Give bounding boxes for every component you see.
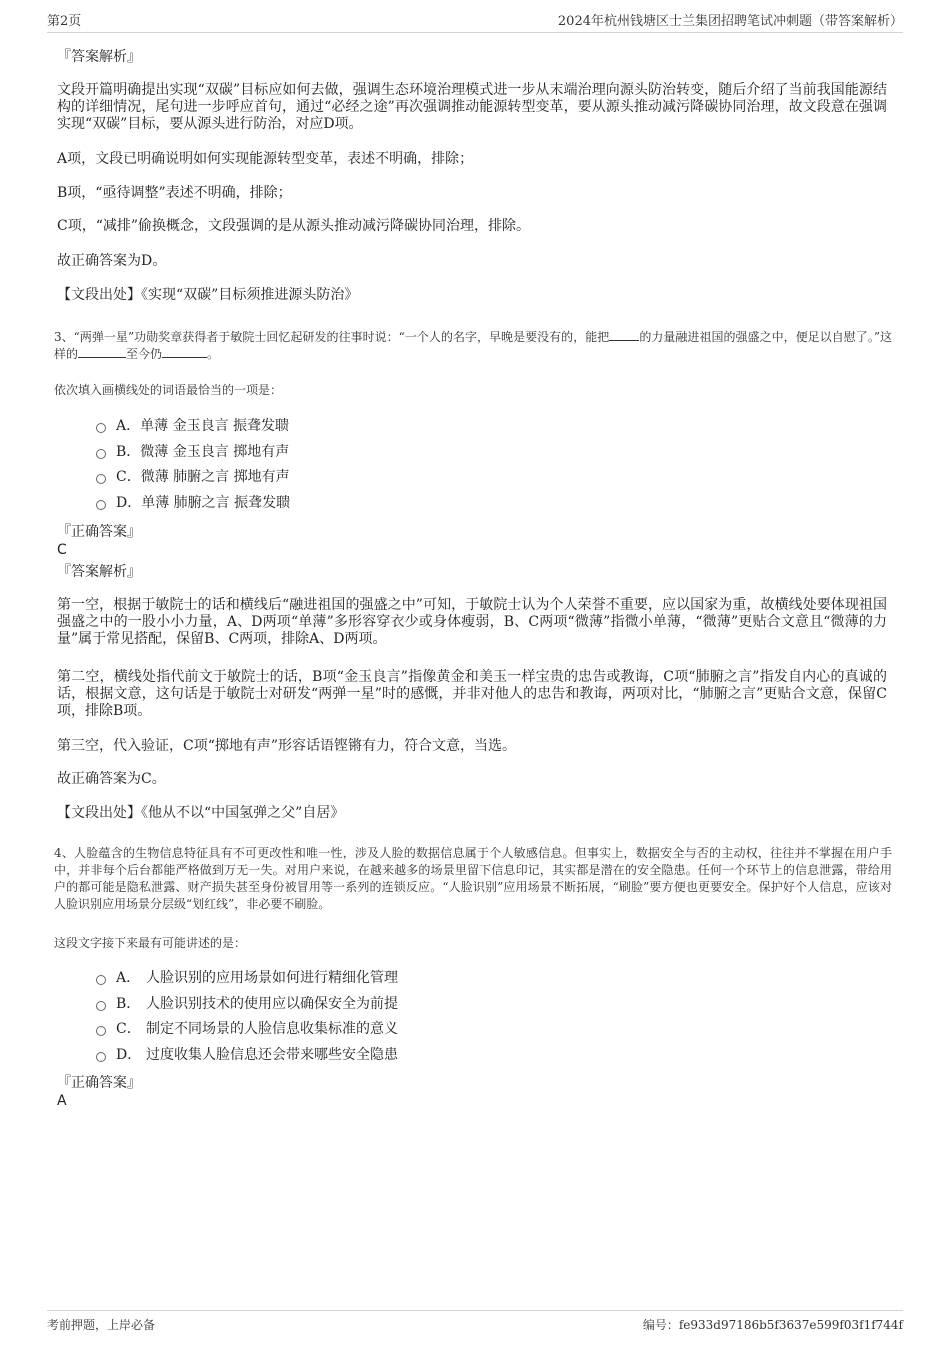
q4-option-b[interactable]: B． 人脸识别技术的使用应以确保安全为前提 [96,995,398,1013]
q4-option-d[interactable]: D． 过度收集人脸信息还会带来哪些安全隐患 [96,1046,398,1064]
q4-option-a[interactable]: A． 人脸识别的应用场景如何进行精细化管理 [96,969,398,987]
q3-analysis-label: 『答案解析』 [57,564,141,580]
radio-circle-icon[interactable] [96,1001,106,1011]
q2-analysis-option-c: C项，“减排”偷换概念，文段强调的是从源头推动减污降碳协同治理，排除。 [57,218,531,234]
blank-1 [609,340,639,341]
radio-circle-icon[interactable] [96,975,106,985]
q4-stem: 4、人脸蕴含的生物信息特征具有不可更改性和唯一性，涉及人脸的数据信息属于个人敏感信息。但事实上，数据安全与否的主动权，往往并不掌握在用户手中，并非每个后台都能严格做到万无一失。对用户来说，在越来越多的场景里留下信息印记，其实都是潜在的安全隐患。任何一个环节上的信息泄露，带给用户的都可能是隐私泄露、财产损失甚至身份被冒用等一系列的连锁反应。“人脸识别”应用场景不断拓展，“刷脸”要方便也更要安全。保护好个人信息，应该对人脸识别应用场景分层级“划红线”，非必要不刷脸。 [54,846,892,911]
document-title: 2024年杭州钱塘区士兰集团招聘笔试冲刺题（带答案解析） [557,14,903,29]
q3-option-d[interactable]: D．单薄 肺腑之言 振聋发聩 [96,494,290,512]
q3-option-a[interactable]: A．单薄 金玉良言 振聋发聩 [96,417,289,435]
q3-answer: C [57,542,67,558]
q3-analysis-paragraph-2: 第二空，横线处指代前文于敏院士的话，B项“金玉良言”指像黄金和美玉一样宝贵的忠告或教诲，C项“肺腑之言”指发自内心的真诚的话，根据文意，这句话是于敏院士对研发“两弹一星”时的感慨，并非对他人的忠告和教诲，两项对比，“肺腑之言”更贴合文意，保留C项，排除B项。 [57,669,887,719]
q3-answer-label: 『正确答案』 [57,524,141,540]
document-code: 编号：fe933d97186b5f3637e599f03f1f744f [642,1318,903,1332]
q4-answer-label: 『正确答案』 [57,1075,141,1091]
q4-answer: A [57,1093,67,1109]
radio-circle-icon[interactable] [96,474,106,484]
q2-analysis-option-b: B项，“亟待调整”表述不明确，排除； [57,185,292,201]
q3-stem: 3、“两弹一星”功勋奖章获得者于敏院士回忆起研发的往事时说：“一个人的名字，早晚是要没有的，能把 的力量融进祖国的强盛之中，便足以自慰了。”这样的 至今仍 。 [54,330,893,361]
q3-option-b[interactable]: B．微薄 金玉良言 掷地有声 [96,443,289,461]
page-number: 第2页 [47,14,82,29]
q4-ask: 这段文字接下来最有可能讲述的是： [54,936,247,950]
blank-2 [78,357,126,358]
radio-circle-icon[interactable] [96,449,106,459]
q2-source: 【文段出处】《实现“双碳”目标须推进源头防治》 [57,287,359,303]
radio-circle-icon[interactable] [96,423,106,433]
q3-option-c[interactable]: C．微薄 肺腑之言 掷地有声 [96,468,290,486]
radio-circle-icon[interactable] [96,500,106,510]
q3-analysis-paragraph-1: 第一空，根据于敏院士的话和横线后“融进祖国的强盛之中”可知，于敏院士认为个人荣誉不重要，应以国家为重，故横线处要体现祖国强盛之中的一股小小力量，A、D两项“单薄”多形容穿衣少或身体瘦弱，B、C两项“微薄”指微小单薄，“微薄”更贴合文意且“微薄的力量”属于常见搭配，保留B、C两项，排除A、D两项。 [57,597,887,647]
blank-3 [162,357,207,358]
footer-slogan: 考前押题，上岸必备 [47,1318,156,1332]
q2-analysis-paragraph: 文段开篇明确提出实现“双碳”目标应如何去做，强调生态环境治理模式进一步从末端治理向源头防治转变，随后介绍了当前我国能源结构的详细情况，尾句进一步呼应首句，通过“必经之途”再次强调推动能源转型变革，要从源头推动减污降碳协同治理，故文段意在强调实现“双碳”目标，要从源头进行防治，对应D项。 [57,82,887,132]
q4-option-c[interactable]: C． 制定不同场景的人脸信息收集标准的意义 [96,1020,398,1038]
q3-ask: 依次填入画横线处的词语最恰当的一项是： [54,383,283,397]
q3-source: 【文段出处】《他从不以“中国氢弹之父”自居》 [57,805,345,821]
q3-conclusion: 故正确答案为C。 [57,771,166,787]
page-footer [47,1310,903,1333]
q3-analysis-paragraph-3: 第三空，代入验证，C项“掷地有声”形容话语铿锵有力，符合文意，当选。 [57,738,517,754]
radio-circle-icon[interactable] [96,1052,106,1062]
q2-analysis-option-a: A项，文段已明确说明如何实现能源转型变革，表述不明确，排除； [57,151,474,167]
page-header [47,14,903,33]
q2-analysis-label: 『答案解析』 [57,49,141,65]
radio-circle-icon[interactable] [96,1026,106,1036]
q2-conclusion: 故正确答案为D。 [57,253,167,269]
